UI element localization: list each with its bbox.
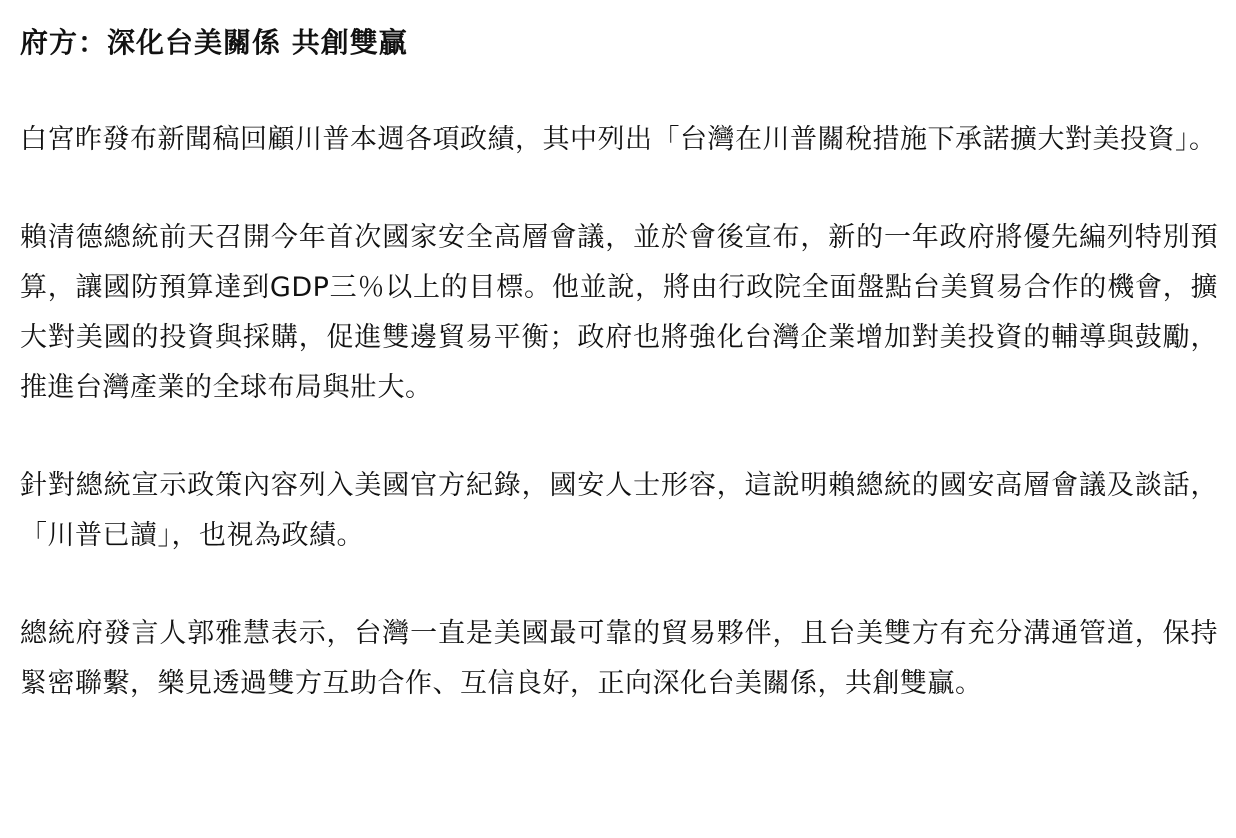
article-paragraph-3: 針對總統宣示政策內容列入美國官方紀錄，國安人士形容，這說明賴總統的國安高層會議及談話，「川普已讀」，也視為政績。	[20, 470, 1218, 551]
article-headline: 府方：深化台美關係 共創雙贏	[20, 26, 408, 59]
article-paragraph-4: 總統府發言人郭雅慧表示，台灣一直是美國最可靠的貿易夥伴，且台美雙方有充分溝通管道，保持緊密聯繫，樂見透過雙方互助合作、互信良好，正向深化台美關係，共創雙贏。	[20, 618, 1218, 699]
article-paragraph-2: 賴清德總統前天召開今年首次國家安全高層會議，並於會後宣布，新的一年政府將優先編列特別預算，讓國防預算達到GDP三％以上的目標。他並說，將由行政院全面盤點台美貿易合作的機會，擴大對美國的投資與採購，促進雙邊貿易平衡；政府也將強化台灣企業增加對美投資的輔導與鼓勵，推進台灣產業的全球布局與壯大。	[20, 222, 1218, 403]
article-paragraph-1: 白宮昨發布新聞稿回顧川普本週各項政績，其中列出「台灣在川普關稅措施下承諾擴大對美投資」。	[20, 124, 1217, 155]
